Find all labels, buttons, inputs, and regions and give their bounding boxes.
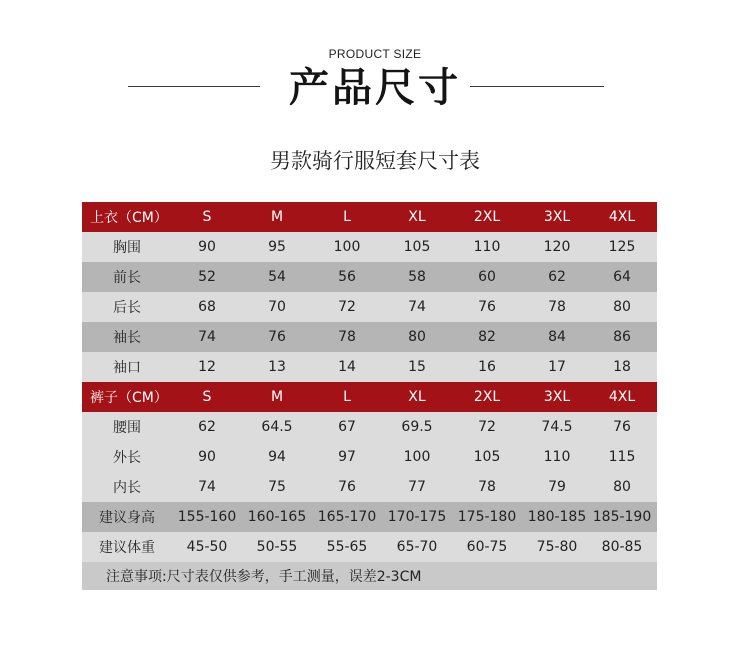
row-label: 建议体重	[99, 540, 155, 556]
table-row	[82, 442, 657, 472]
table-title: 男款骑行服短套尺寸表	[270, 149, 480, 173]
table-cell: 76	[338, 479, 356, 495]
table-cell: 100	[333, 239, 361, 255]
table-cell: 115	[608, 449, 636, 465]
table-row	[82, 262, 657, 292]
table-cell: 58	[408, 269, 426, 285]
table-cell: 12	[198, 359, 216, 375]
table-cell: 90	[198, 239, 216, 255]
size-header-cell: L	[343, 209, 351, 225]
table-cell: 62	[198, 419, 216, 435]
size-header-cell: 4XL	[608, 209, 636, 225]
table-cell: 70	[268, 299, 286, 315]
size-header-cell: 3XL	[543, 389, 571, 405]
table-cell: 155-160	[177, 509, 237, 525]
table-cell: 78	[548, 299, 566, 315]
table-cell: 64.5	[261, 419, 293, 435]
size-header-cell: S	[202, 209, 212, 225]
table-cell: 80-85	[601, 539, 643, 555]
table-cell: 78	[478, 479, 496, 495]
table-cell: 100	[403, 449, 431, 465]
row-label: 前长	[113, 270, 141, 286]
table-cell: 97	[338, 449, 356, 465]
table-row-weight	[82, 532, 657, 562]
table-cell: 110	[543, 449, 571, 465]
table-cell: 45-50	[186, 539, 228, 555]
size-header-cell: XL	[408, 209, 426, 225]
table-cell: 80	[613, 299, 631, 315]
table-cell: 13	[268, 359, 286, 375]
table-cell: 78	[338, 329, 356, 345]
table-cell: 90	[198, 449, 216, 465]
table-cell: 110	[473, 239, 501, 255]
table-cell: 69.5	[401, 419, 433, 435]
pants-section-label: 裤子（CM）	[90, 390, 168, 406]
table-cell: 62	[548, 269, 566, 285]
row-label: 胸围	[113, 240, 141, 256]
table-cell: 15	[408, 359, 426, 375]
pants-size-header-row	[82, 382, 657, 412]
table-row	[82, 352, 657, 382]
size-header-cell: 2XL	[473, 209, 501, 225]
table-cell: 80	[408, 329, 426, 345]
table-row	[82, 232, 657, 262]
size-header-cell: 4XL	[608, 389, 636, 405]
table-cell: 105	[473, 449, 501, 465]
table-cell: 67	[338, 419, 356, 435]
row-label: 外长	[113, 450, 141, 466]
row-label: 建议身高	[99, 510, 155, 526]
size-header-cell: M	[270, 389, 284, 405]
table-cell: 84	[548, 329, 566, 345]
size-header-cell: XL	[408, 389, 426, 405]
size-header-cell: L	[343, 389, 351, 405]
table-cell: 74	[408, 299, 426, 315]
table-cell: 75-80	[536, 539, 578, 555]
table-cell: 72	[338, 299, 356, 315]
table-cell: 165-170	[317, 509, 377, 525]
table-cell: 170-175	[387, 509, 447, 525]
table-cell: 82	[478, 329, 496, 345]
table-cell: 64	[613, 269, 631, 285]
row-label: 袖口	[113, 360, 141, 376]
table-cell: 77	[408, 479, 426, 495]
table-cell: 72	[478, 419, 496, 435]
table-cell: 76	[613, 419, 631, 435]
table-row	[82, 472, 657, 502]
top-size-header-row	[82, 202, 657, 232]
table-row	[82, 412, 657, 442]
table-cell: 65-70	[396, 539, 438, 555]
row-label: 袖长	[113, 330, 141, 346]
size-table	[82, 202, 657, 590]
table-cell: 50-55	[256, 539, 298, 555]
table-cell: 17	[548, 359, 566, 375]
table-cell: 56	[338, 269, 356, 285]
table-cell: 86	[613, 329, 631, 345]
table-cell: 60-75	[466, 539, 508, 555]
product-size-subtitle: PRODUCT SIZE	[328, 47, 422, 61]
size-header-cell: 3XL	[543, 209, 571, 225]
table-row-height	[82, 502, 657, 532]
table-cell: 52	[198, 269, 216, 285]
table-cell: 68	[198, 299, 216, 315]
size-note: 注意事项:尺寸表仅供参考，手工测量，误差2-3CM	[106, 569, 422, 585]
table-cell: 76	[268, 329, 286, 345]
table-cell: 160-165	[247, 509, 307, 525]
table-row	[82, 292, 657, 322]
top-section-label: 上衣（CM）	[90, 210, 168, 226]
row-label: 腰围	[113, 420, 141, 436]
table-cell: 175-180	[457, 509, 517, 525]
table-cell: 79	[548, 479, 566, 495]
size-header-cell: 2XL	[473, 389, 501, 405]
table-cell: 76	[478, 299, 496, 315]
table-cell: 75	[268, 479, 286, 495]
table-cell: 54	[268, 269, 286, 285]
table-cell: 16	[478, 359, 496, 375]
table-cell: 105	[403, 239, 431, 255]
table-cell: 74	[198, 479, 216, 495]
table-cell: 125	[608, 239, 636, 255]
size-header-cell: M	[270, 209, 284, 225]
table-cell: 94	[268, 449, 286, 465]
table-cell: 74.5	[541, 419, 573, 435]
note-row	[82, 562, 657, 590]
table-cell: 14	[338, 359, 356, 375]
table-cell: 80	[613, 479, 631, 495]
table-cell: 120	[543, 239, 571, 255]
table-cell: 60	[478, 269, 496, 285]
row-label: 内长	[113, 480, 141, 496]
table-cell: 18	[613, 359, 631, 375]
table-cell: 180-185	[527, 509, 587, 525]
table-cell: 74	[198, 329, 216, 345]
table-cell: 185-190	[592, 509, 652, 525]
size-header-cell: S	[202, 389, 212, 405]
table-cell: 95	[268, 239, 286, 255]
row-label: 后长	[113, 300, 141, 316]
table-cell: 55-65	[326, 539, 368, 555]
table-row	[82, 322, 657, 352]
page-title: 产品尺寸	[289, 65, 461, 111]
